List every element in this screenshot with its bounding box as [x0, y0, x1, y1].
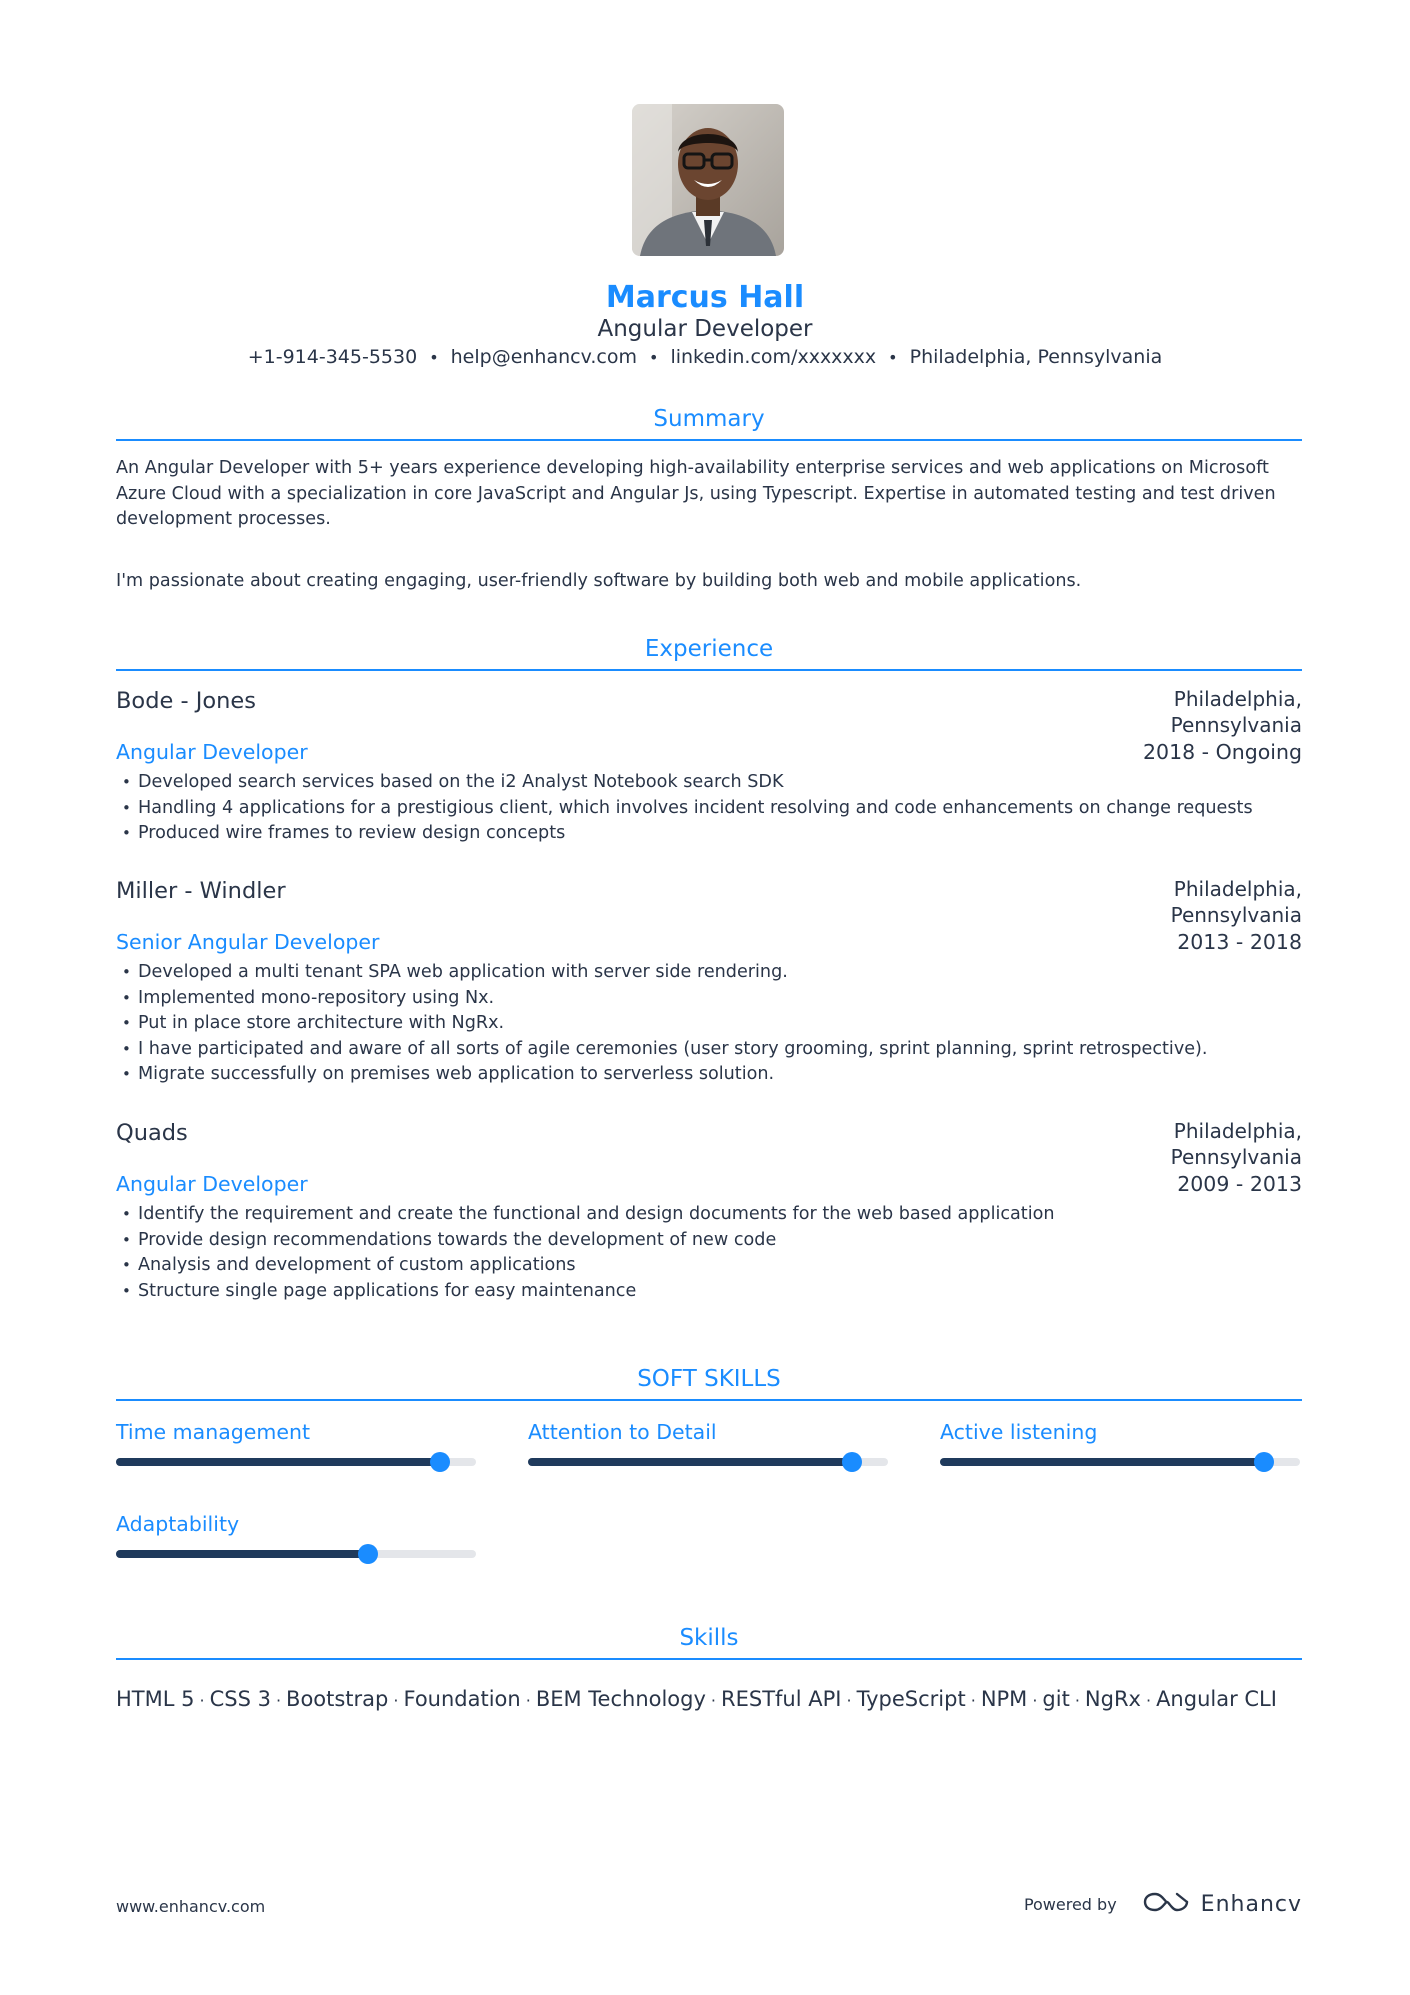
- list-item: • Migrate successfully on premises web application to serverless solution.: [122, 1064, 775, 1085]
- skill-separator: ·: [970, 1691, 976, 1710]
- skill-item: CSS 3: [209, 1687, 271, 1711]
- candidate-headline: Angular Developer: [597, 316, 813, 342]
- soft-skill-label: Time management: [116, 1420, 311, 1444]
- soft-skill-bar: [940, 1458, 1300, 1466]
- list-item: • Developed search services based on the i2 Analyst Notebook search SDK: [122, 772, 784, 792]
- candidate-name: Marcus Hall: [605, 280, 805, 315]
- job-dates: 2013 - 2018: [1177, 930, 1302, 954]
- contact-separator: •: [429, 348, 439, 367]
- list-item: • Structure single page applications for easy maintenance: [122, 1280, 637, 1301]
- phone-number[interactable]: +1-914-345-5530: [247, 346, 418, 368]
- list-item: • Put in place store architecture with NgRx.: [122, 1013, 505, 1034]
- summary-divider: [116, 439, 1302, 441]
- job-bullets: [116, 770, 1302, 847]
- brand-name: Enhancv: [1200, 1891, 1302, 1917]
- contact-line: [0, 344, 1410, 371]
- skill-separator: ·: [710, 1691, 717, 1710]
- profile-photo: [632, 104, 784, 256]
- skill-item: HTML 5: [116, 1687, 195, 1711]
- summary-heading: Summary: [653, 406, 765, 432]
- job-location: Philadelphia, Pennsylvania: [1170, 1119, 1302, 1169]
- soft-skill-fill: [528, 1458, 852, 1466]
- summary-paragraph: An Angular Developer with 5+ years experience developing high-availability enterprise services and web applications on Microsoft Azure Cloud with a specialization in core JavaScript and Angular Js, using Typescript. Expertise in automated testing and test driven development processes.: [116, 458, 1276, 530]
- skill-separator: ·: [846, 1691, 852, 1710]
- skills-divider: [116, 1658, 1302, 1660]
- list-item: • Implemented mono-repository using Nx.: [122, 987, 495, 1008]
- contact-separator: •: [649, 348, 659, 367]
- soft-skills-heading: SOFT SKILLS: [637, 1366, 781, 1392]
- skill-separator: ·: [1032, 1691, 1038, 1710]
- skill-separator: ·: [199, 1691, 205, 1710]
- skill-separator: ·: [525, 1691, 531, 1710]
- contact-location: Philadelphia, Pennsylvania: [909, 346, 1163, 368]
- soft-skill-knob: [358, 1544, 378, 1564]
- skill-item: Bootstrap: [286, 1687, 389, 1711]
- list-item: • Identify the requirement and create the functional and design documents for the web based application: [122, 1204, 1055, 1224]
- contact-separator: •: [888, 348, 898, 367]
- linkedin-link[interactable]: linkedin.com/xxxxxxx: [670, 346, 877, 368]
- skill-separator: ·: [1145, 1691, 1152, 1710]
- skill-item: git: [1042, 1687, 1070, 1711]
- list-item: • Analysis and development of custom applications: [122, 1255, 576, 1276]
- job-dates: 2018 - Ongoing: [1143, 740, 1302, 764]
- email-link[interactable]: help@enhancv.com: [450, 346, 637, 368]
- list-item: • Handling 4 applications for a prestigious client, which involves incident resolving and code enhancements on change requests: [122, 797, 1253, 818]
- soft-skill-label: Attention to Detail: [528, 1420, 717, 1444]
- skill-item: RESTful API: [721, 1687, 842, 1711]
- job-title: Angular Developer: [116, 740, 308, 764]
- experience-divider: [116, 669, 1302, 671]
- soft-skills-divider: [116, 1399, 1302, 1401]
- list-item: • Developed a multi tenant SPA web application with server side rendering.: [122, 962, 788, 982]
- skill-item: NPM: [980, 1687, 1028, 1711]
- soft-skill-knob: [1254, 1452, 1274, 1472]
- soft-skill-fill: [116, 1550, 368, 1558]
- footer-website[interactable]: www.enhancv.com: [116, 1897, 266, 1916]
- company-name: Bode - Jones: [116, 688, 256, 714]
- list-item: • Provide design recommendations towards the development of new code: [122, 1229, 777, 1250]
- soft-skill-bar: [116, 1550, 476, 1558]
- skills-list: [116, 1684, 1302, 1716]
- enhancv-logo-icon: [1143, 1890, 1189, 1918]
- job-title: Angular Developer: [116, 1172, 308, 1196]
- list-item: • Produced wire frames to review design concepts: [122, 823, 566, 844]
- skills-heading: Skills: [679, 1625, 739, 1651]
- soft-skill-label: Adaptability: [116, 1512, 240, 1536]
- skill-item: Angular CLI: [1156, 1687, 1277, 1711]
- skill-item: NgRx: [1084, 1687, 1141, 1711]
- job-location: Philadelphia, Pennsylvania: [1170, 877, 1302, 927]
- job-location: Philadelphia, Pennsylvania: [1170, 687, 1302, 737]
- soft-skill-knob: [842, 1452, 862, 1472]
- job-title: Senior Angular Developer: [116, 930, 380, 954]
- list-item: • I have participated and aware of all sorts of agile ceremonies (user story grooming, sprint planning, sprint retrospective).: [122, 1038, 1208, 1059]
- skill-item: TypeScript: [856, 1687, 966, 1711]
- skill-item: BEM Technology: [535, 1687, 706, 1711]
- powered-by-label: Powered by: [1023, 1894, 1117, 1914]
- soft-skill-bar: [116, 1458, 476, 1466]
- skill-item: Foundation: [403, 1687, 521, 1711]
- footer-branding: [1024, 1886, 1302, 1922]
- soft-skill-knob: [430, 1452, 450, 1472]
- soft-skill-fill: [940, 1458, 1264, 1466]
- soft-skill-fill: [116, 1458, 440, 1466]
- company-name: Quads: [116, 1120, 188, 1146]
- soft-skill-label: Active listening: [940, 1420, 1098, 1444]
- job-dates: 2009 - 2013: [1177, 1172, 1302, 1196]
- experience-heading: Experience: [644, 636, 774, 662]
- soft-skill-bar: [528, 1458, 888, 1466]
- job-bullets: [116, 1202, 1302, 1304]
- skill-separator: ·: [1074, 1691, 1080, 1710]
- skill-separator: ·: [275, 1691, 282, 1710]
- summary-paragraph: I'm passionate about creating engaging, user-friendly software by building both web and mobile applications.: [116, 571, 1082, 591]
- job-bullets: [116, 960, 1302, 1088]
- skill-separator: ·: [393, 1691, 399, 1710]
- company-name: Miller - Windler: [116, 878, 286, 904]
